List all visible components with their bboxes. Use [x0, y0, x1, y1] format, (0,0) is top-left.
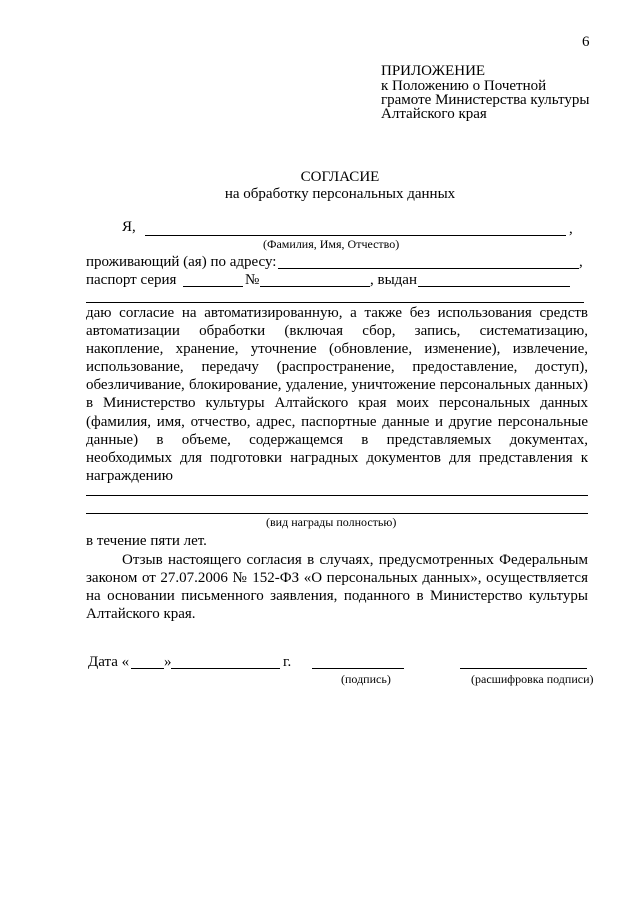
passport-number-label: №: [245, 272, 260, 288]
award-field-line[interactable]: [86, 495, 588, 496]
term-text: в течение пяти лет.: [86, 533, 207, 549]
address-label: проживающий (ая) по адресу:: [86, 254, 277, 270]
consent-paragraph: даю согласие на автоматизированную, а также без использования средств автоматизации обработки (включая сбор, запись, систематизацию, накопление, хранение, уточнение (обновление, изменение), извлечение, использование, передачу (распространение, предоставление, доступ), обезличивание, блокирование, удаление, уничтожение персональных данных) в Министерство культуры Алтайского края моих персональных данных (фамилия, имя, отчество, адрес, паспортные данные и другие персональные данные) в объеме, содержащемся в представляемых документах, необходимых для подготовки наградных документов для представления к награждению: [86, 305, 588, 484]
award-field-line[interactable]: [86, 513, 588, 514]
name-caption: (Фамилия, Имя, Отчество): [263, 237, 400, 251]
i-label: Я,: [122, 219, 136, 235]
signature-field-line[interactable]: [312, 668, 404, 669]
year-suffix: г.: [283, 654, 292, 670]
document-title: СОГЛАСИЕ: [300, 169, 380, 185]
appendix-line: Алтайского края: [381, 106, 487, 122]
appendix-line: грамоте Министерства культуры: [381, 92, 590, 108]
decode-field-line[interactable]: [460, 668, 587, 669]
issued-continuation-line[interactable]: [86, 302, 584, 303]
passport-series-field-line[interactable]: [183, 286, 243, 287]
document-subtitle: на обработку персональных данных: [224, 186, 456, 202]
date-quote: »: [164, 654, 172, 670]
revocation-paragraph: Отзыв настоящего согласия в случаях, предусмотренных Федеральным законом от 27.07.2006 № 152-ФЗ «О персональных данных», осуществляется на основании письменного заявления, поданного в Министерство культуры Алтайского края.: [86, 552, 588, 623]
comma: ,: [579, 254, 583, 270]
page-number: 6: [582, 34, 590, 50]
signature-caption: (подпись): [341, 672, 391, 686]
passport-number-field-line[interactable]: [260, 286, 370, 287]
date-month-field-line[interactable]: [171, 668, 280, 669]
date-label: Дата «: [88, 654, 130, 670]
address-field-line[interactable]: [278, 268, 579, 269]
name-field-line[interactable]: [145, 235, 566, 236]
appendix-title: ПРИЛОЖЕНИЕ: [381, 63, 486, 79]
passport-series-label: паспорт серия: [86, 272, 177, 288]
issued-field-line[interactable]: [418, 286, 570, 287]
appendix-line: к Положению о Почетной: [381, 78, 547, 94]
date-day-field-line[interactable]: [131, 668, 164, 669]
award-caption: (вид награды полностью): [266, 515, 397, 529]
comma: ,: [569, 221, 573, 237]
decode-caption: (расшифровка подписи): [471, 672, 594, 686]
issued-label: , выдан: [370, 272, 417, 288]
